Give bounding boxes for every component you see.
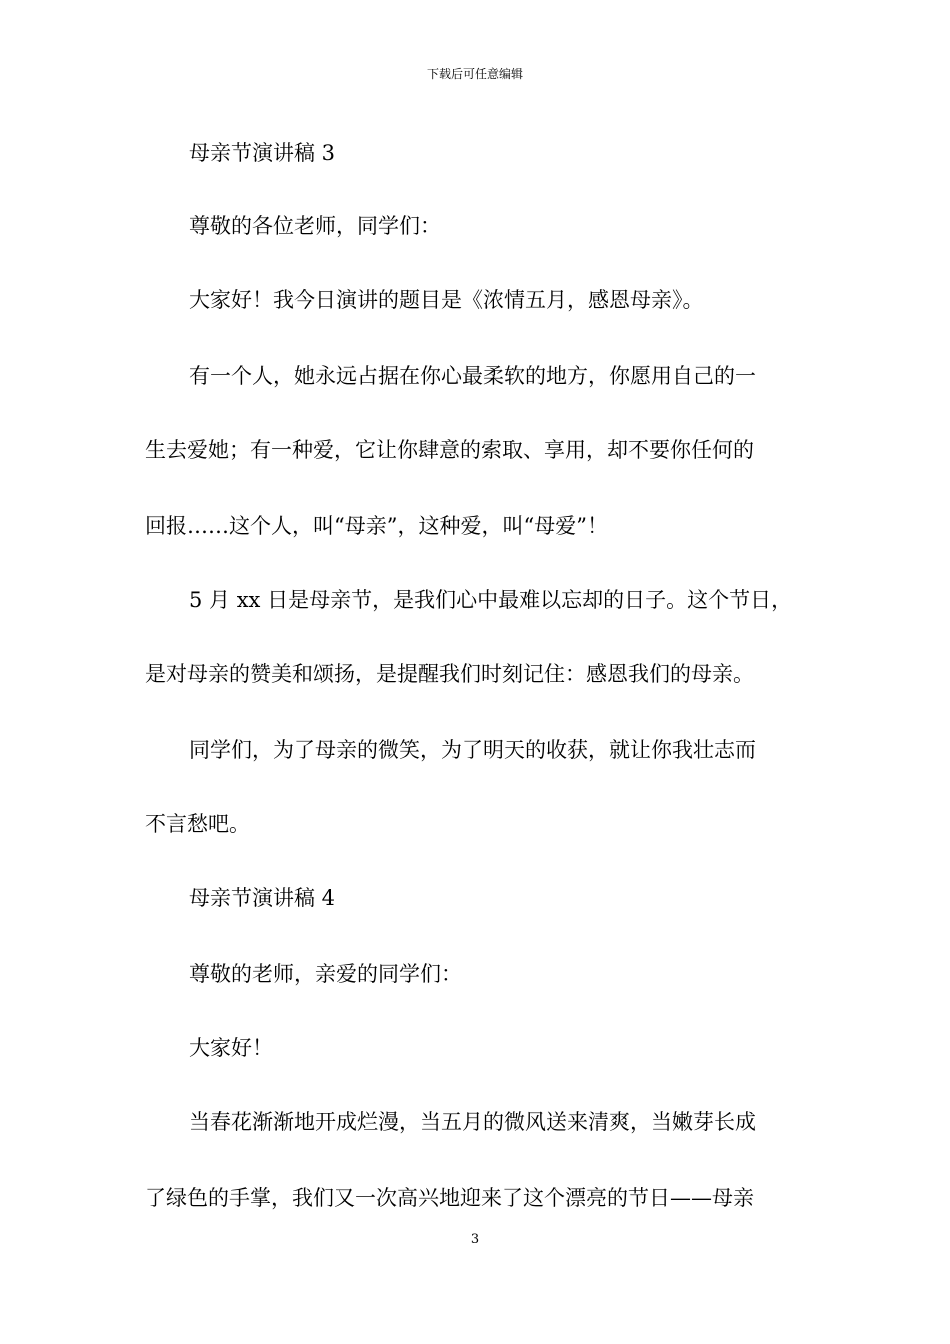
paragraph-line: 是对母亲的赞美和颂扬，是提醒我们时刻记住：感恩我们的母亲。 [145,662,754,686]
paragraph-line: 大家好！ [189,1036,273,1060]
greeting-line: 尊敬的老师，亲爱的同学们： [189,962,462,986]
section-title-4: 母亲节演讲稿 4 [189,886,336,910]
section-title-3: 母亲节演讲稿 3 [189,141,336,165]
paragraph-line: 生去爱她；有一种爱，它让你肆意的索取、享用，却不要你任何的 [145,438,754,462]
paragraph-line: 5 月 xx 日是母亲节，是我们心中最难以忘却的日子。这个节日， [189,588,793,612]
paragraph-line: 回报……这个人，叫“母亲”，这种爱，叫“母爱”！ [145,514,608,538]
paragraph-line: 了绿色的手掌，我们又一次高兴地迎来了这个漂亮的节日——母亲 [145,1186,754,1210]
paragraph-line: 有一个人，她永远占据在你心最柔软的地方，你愿用自己的一 [189,364,756,388]
paragraph-line: 当春花渐渐地开成烂漫，当五月的微风送来清爽，当嫩芽长成 [189,1110,756,1134]
paragraph-line: 不言愁吧。 [145,812,250,836]
greeting-line: 尊敬的各位老师，同学们： [189,214,441,238]
paragraph-line: 大家好！我今日演讲的题目是《浓情五月，感恩母亲》。 [189,288,704,312]
paragraph-line: 同学们，为了母亲的微笑，为了明天的收获，就让你我壮志而 [189,738,756,762]
page-header: 下载后可任意编辑 [426,67,523,81]
page-number: 3 [470,1232,480,1247]
